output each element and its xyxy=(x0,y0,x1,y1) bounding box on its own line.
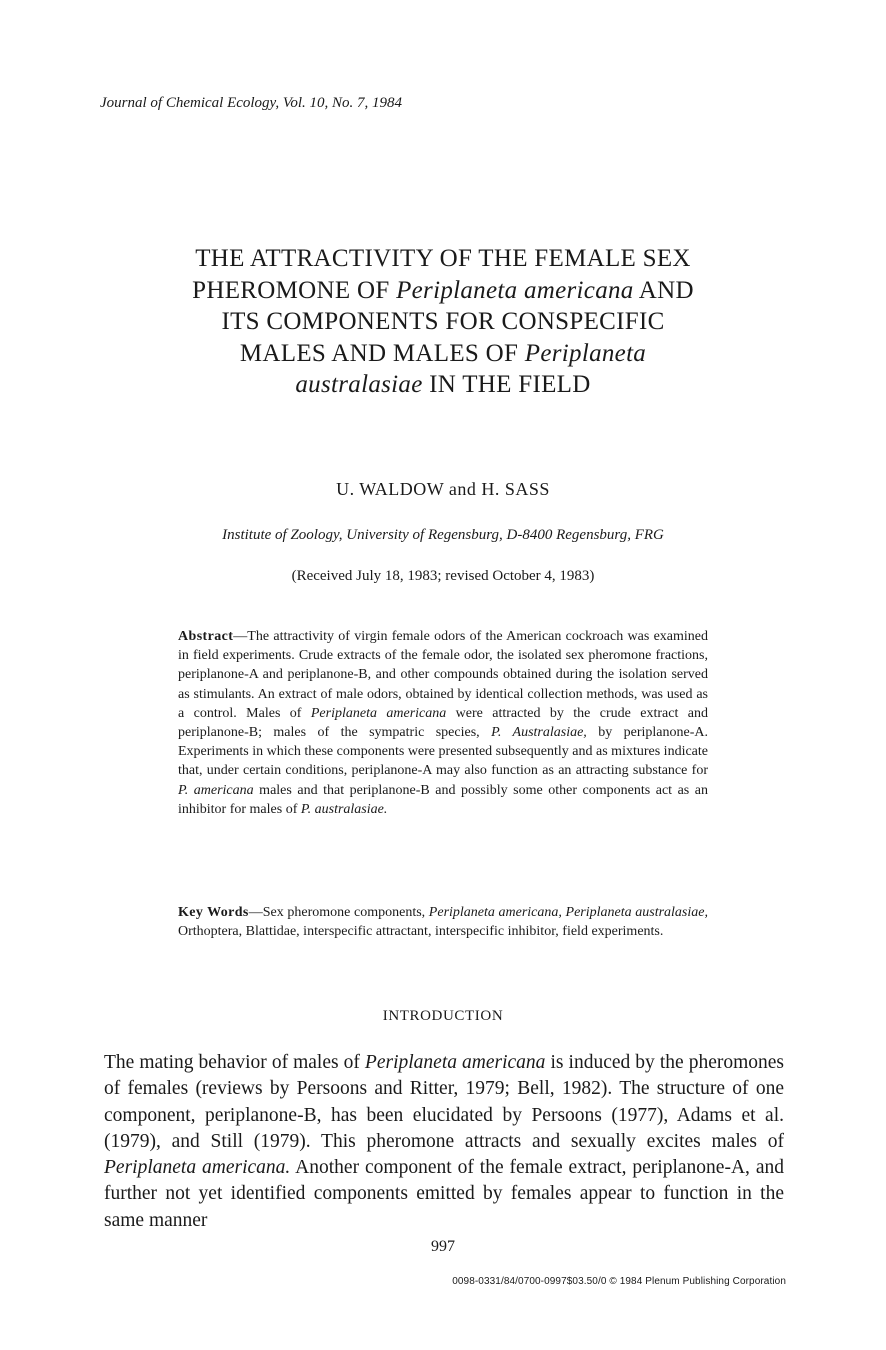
abstract-species: P. Australasiae, xyxy=(491,725,587,741)
abstract-text: The attractivity of virgin female odors of the American cockroach was examined in field experiments. Crude extracts of the female odor, the isolated sex pheromone fractions, periplanone-A and periplanone-B, and other compounds obtained during the isolation served as stimulants. An extract of male odors, obtained by identical collection methods, was used as a control. Males of xyxy=(178,629,708,721)
title-line: THE ATTRACTIVITY OF THE FEMALE SEX xyxy=(195,245,691,272)
keywords-dash: — xyxy=(248,905,263,920)
title-text: PHEROMONE OF xyxy=(192,276,397,304)
abstract-species: P. americana xyxy=(178,782,254,798)
intro-species: Periplaneta americana xyxy=(364,1052,546,1073)
key-words xyxy=(178,903,708,941)
intro-species: Periplaneta americana. xyxy=(104,1157,291,1179)
keywords-text: Orthoptera, Blattidae, interspecific attractant, interspecific inhibitor, field experiments. xyxy=(178,924,664,940)
abstract-label: Abstract xyxy=(178,629,234,644)
keywords-text: Sex pheromone components, xyxy=(262,905,429,920)
title-line xyxy=(100,275,786,307)
journal-citation: Journal of Chemical Ecology, Vol. 10, No. 7, 1984 xyxy=(100,95,403,111)
title-line xyxy=(100,338,786,370)
title-line xyxy=(100,369,786,401)
authors: U. WALDOW and H. SASS xyxy=(336,479,550,499)
abstract xyxy=(178,627,708,819)
abstract-species: P. australasiae. xyxy=(300,801,388,817)
title-line: ITS COMPONENTS FOR CONSPECIFIC xyxy=(221,308,665,335)
intro-text: Another component of the female extract, periplanone-A, and further not yet identified components emitted by females appear to function in the same manner xyxy=(104,1157,785,1231)
article-title xyxy=(100,243,786,401)
page-number: 997 xyxy=(431,1238,455,1255)
abstract-text: by periplanone-A. Experiments in which these components were presented subsequently and as mixtures indicate that, under certain conditions, periplanone-A may also function as an attracting substance for xyxy=(178,725,709,779)
title-text: MALES AND MALES OF xyxy=(239,339,525,367)
title-text: IN THE FIELD xyxy=(422,371,591,398)
abstract-text: were attracted by the crude extract and periplanone-B; males of the sympatric species, xyxy=(178,705,708,741)
keywords-label: Key Words xyxy=(178,905,249,920)
keywords-species: Periplaneta americana, Periplaneta australasiae, xyxy=(428,905,708,920)
introduction-paragraph xyxy=(104,1050,784,1234)
abstract-species: Periplaneta americana xyxy=(310,705,447,721)
intro-text: The mating behavior of males of xyxy=(104,1052,365,1073)
abstract-text: males and that periplanone-B and possibly some other components act as an inhibitor for males of xyxy=(178,782,708,817)
title-species: australasiae xyxy=(295,371,423,398)
title-text: AND xyxy=(633,276,694,304)
received-dates: (Received July 18, 1983; revised October 4, 1983) xyxy=(291,568,595,584)
copyright-footer: 0098-0331/84/0700-0997$03.50/0 © 1984 Plenum Publishing Corporation xyxy=(452,1276,786,1287)
abstract-dash: — xyxy=(233,629,248,644)
affiliation: Institute of Zoology, University of Regensburg, D-8400 Regensburg, FRG xyxy=(222,527,664,543)
title-species: Periplaneta americana xyxy=(396,276,634,304)
section-heading: INTRODUCTION xyxy=(382,1008,504,1024)
intro-text: is induced by the pheromones of females (reviews by Persoons and Ritter, 1979; Bell, 1982). The structure of one component, periplanone-B, has been elucidated by Persoons (1977), Adams et al. (1979), and Still (1979). This pheromone attracts and sexually excites males of xyxy=(104,1052,785,1152)
title-species: Periplaneta xyxy=(524,339,647,367)
